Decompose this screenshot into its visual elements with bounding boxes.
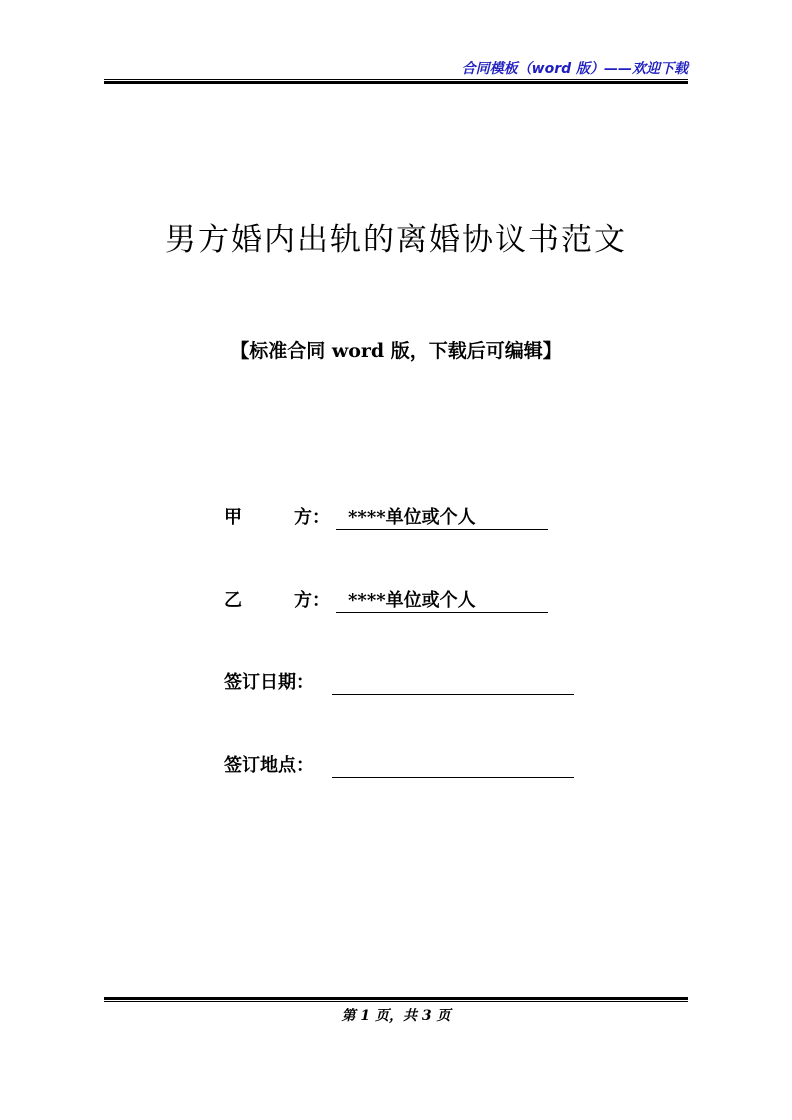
- page-number: 第 1 页，共 3 页: [341, 1008, 451, 1024]
- party-a-label: 甲 方：: [224, 507, 330, 528]
- party-b-value[interactable]: ****单位或个人: [336, 586, 548, 613]
- header-rule-thin: [104, 79, 688, 80]
- document-title: 男方婚内出轨的离婚协议书范文: [165, 222, 627, 258]
- sign-date-label: 签订日期：: [224, 672, 314, 693]
- footer-rule-thick: [104, 997, 688, 1000]
- sign-date-value[interactable]: [332, 668, 574, 695]
- party-b-label: 乙 方：: [224, 590, 330, 611]
- footer-rule-thin: [104, 1001, 688, 1002]
- sign-place-label: 签订地点：: [224, 755, 314, 776]
- party-a-value[interactable]: ****单位或个人: [336, 503, 548, 530]
- document-subtitle: 【标准合同 word 版，下载后可编辑】: [230, 340, 562, 362]
- sign-place-value[interactable]: [332, 751, 574, 778]
- header-text: 合同模板（word 版）——欢迎下载: [461, 61, 688, 77]
- header-rule-thick: [104, 81, 688, 84]
